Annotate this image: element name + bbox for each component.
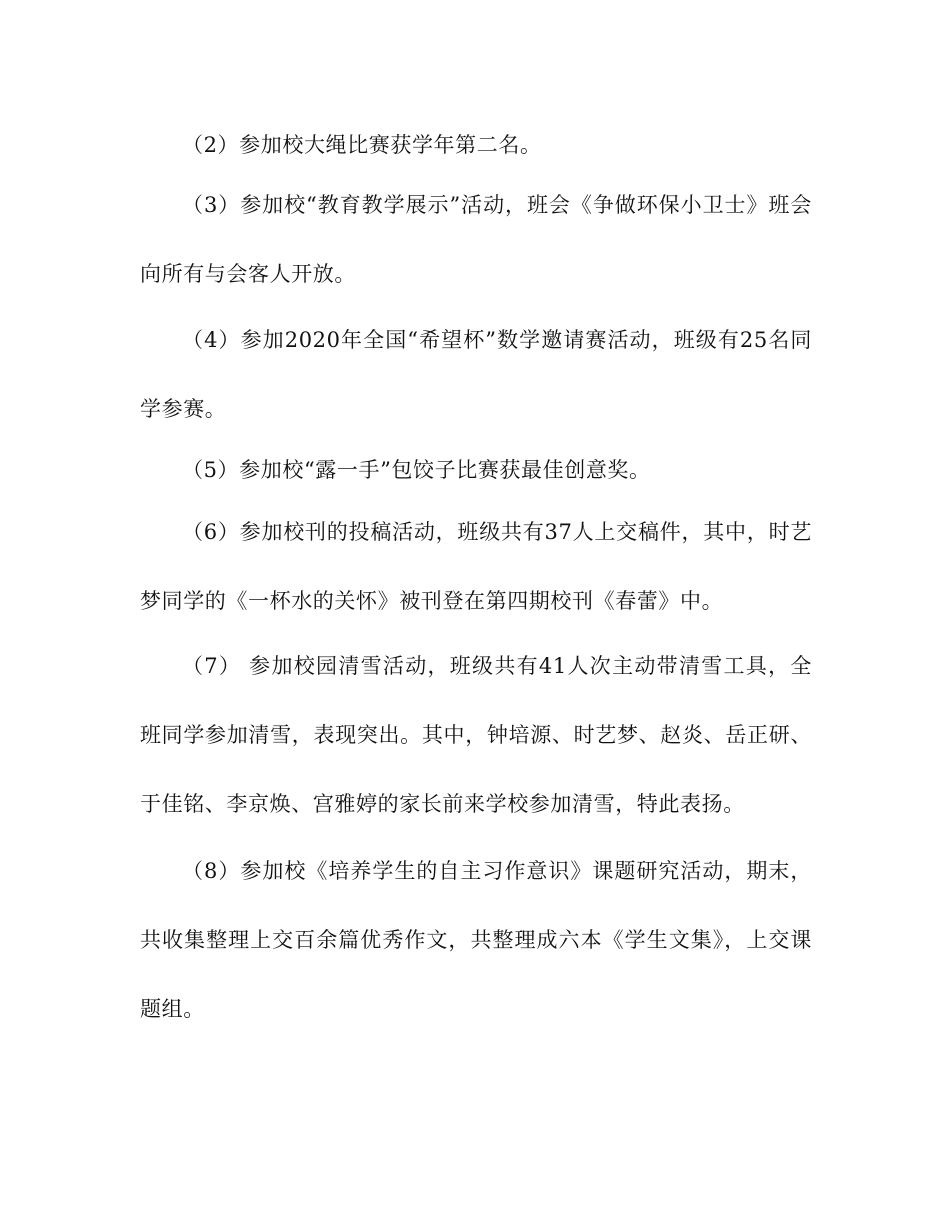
paragraph-item-7: （7） 参加校园清雪活动，班级共有41人次主动带清雪工具，全班同学参加清雪，表现突出。其中，钟培源、时艺梦、赵炎、岳正研、于佳铭、李京焕、宫雅婷的家长前来学校参加清雪，特此表扬。 — [140, 654, 812, 816]
paragraph-item-6: （6）参加校刊的投稿活动，班级共有37人上交稿件，其中，时艺梦同学的《一杯水的关怀》被刊登在第四期校刊《春蕾》中。 — [140, 520, 812, 613]
paragraph-item-5: （5）参加校“露一手”包饺子比赛获最佳创意奖。 — [182, 458, 651, 482]
paragraph-item-2: （2）参加校大绳比赛获学年第二名。 — [182, 133, 542, 157]
paragraph-item-4: （4）参加2020年全国“希望杯”数学邀请赛活动，班级有25名同学参赛。 — [140, 328, 812, 421]
paragraph-item-3: （3）参加校“教育教学展示”活动，班会《争做环保小卫士》班会向所有与会客人开放。 — [140, 193, 812, 286]
paragraph-item-8: （8）参加校《培养学生的自主习作意识》课题研究活动，期末，共收集整理上交百余篇优秀作文，共整理成六本《学生文集》，上交课题组。 — [140, 859, 812, 1021]
